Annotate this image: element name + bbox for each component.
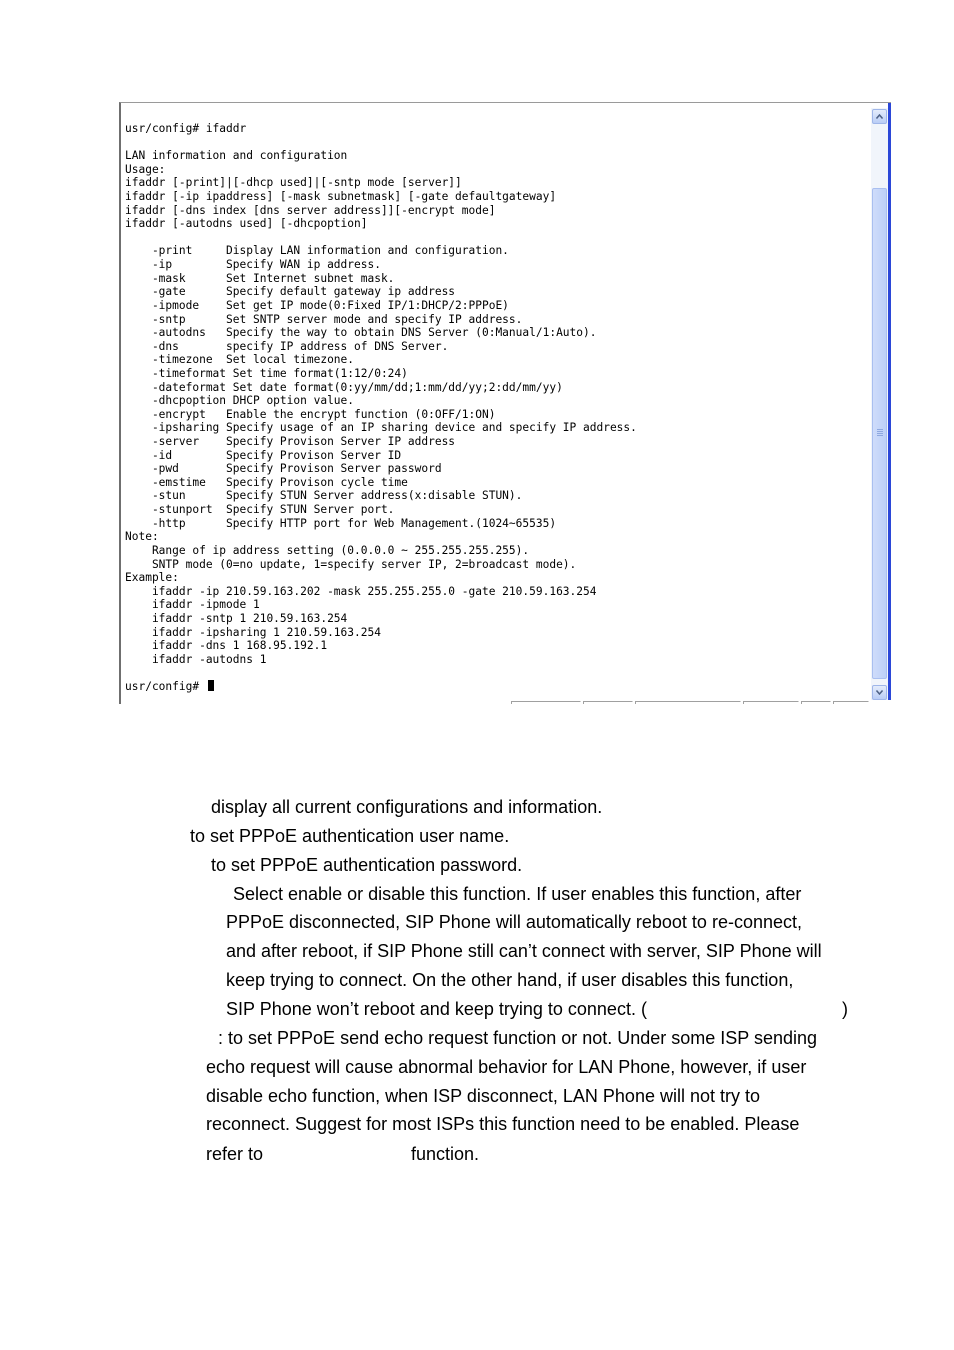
terminal-line: -ipsharing Specify usage of an IP sharing device and specify IP address. bbox=[125, 421, 637, 435]
reboot-description-close-paren: ) bbox=[842, 999, 848, 1019]
terminal-window[interactable] bbox=[119, 102, 891, 704]
terminal-line: -stun Specify STUN Server address(x:disable STUN). bbox=[125, 489, 523, 503]
terminal-line: -http Specify HTTP port for Web Management.(1024~65535) bbox=[125, 516, 557, 530]
scroll-thumb[interactable] bbox=[872, 188, 887, 679]
pppoe-user-description: to set PPPoE authentication user name. bbox=[190, 826, 510, 846]
status-pane bbox=[511, 701, 581, 704]
status-pane bbox=[635, 701, 741, 704]
terminal-line: LAN information and configuration bbox=[125, 149, 348, 163]
terminal-line: -ipmode Set get IP mode(0:Fixed IP/1:DHCP/2:PPPoE) bbox=[125, 298, 509, 312]
print-description: display all current configurations and information. bbox=[211, 797, 603, 817]
echo-description-line: : to set PPPoE send echo request function or not. Under some ISP sending bbox=[218, 1028, 818, 1048]
echo-description-refer: refer to bbox=[206, 1144, 264, 1164]
terminal-line: -server Specify Provison Server IP address bbox=[125, 435, 456, 449]
reboot-description-line: and after reboot, if SIP Phone still can’t connect with server, SIP Phone will bbox=[226, 941, 822, 961]
vertical-scrollbar[interactable] bbox=[871, 108, 888, 701]
terminal-line bbox=[125, 136, 867, 150]
terminal-output[interactable] bbox=[125, 122, 867, 694]
reboot-description-line: SIP Phone won’t reboot and keep trying to connect. ( bbox=[226, 999, 647, 1019]
terminal-line: -encrypt Enable the encrypt function (0:OFF/1:ON) bbox=[125, 407, 496, 421]
terminal-line: ifaddr [-dns index [dns server address]][-encrypt mode] bbox=[125, 203, 496, 217]
terminal-line: ifaddr [-ip ipaddress] [-mask subnetmask] [-gate defaultgateway] bbox=[125, 190, 557, 204]
terminal-line bbox=[125, 666, 867, 680]
terminal-line: -autodns Specify the way to obtain DNS Server (0:Manual/1:Auto). bbox=[125, 326, 597, 340]
terminal-line: usr/config# ifaddr bbox=[125, 122, 247, 135]
terminal-line: -mask Set Internet subnet mask. bbox=[125, 271, 395, 285]
chevron-up-icon bbox=[876, 114, 883, 119]
terminal-line: ifaddr [-autodns used] [-dhcpoption] bbox=[125, 217, 368, 231]
chevron-down-icon bbox=[876, 690, 883, 695]
status-pane bbox=[801, 701, 831, 704]
terminal-line: ifaddr -sntp 1 210.59.163.254 bbox=[125, 611, 348, 625]
terminal-line: Range of ip address setting (0.0.0.0 ~ 255.255.255.255). bbox=[125, 543, 530, 557]
window-border bbox=[888, 103, 891, 704]
terminal-line: ifaddr -ip 210.59.163.202 -mask 255.255.255.0 -gate 210.59.163.254 bbox=[125, 584, 597, 598]
reboot-description-line: PPPoE disconnected, SIP Phone will automatically reboot to re-connect, bbox=[226, 912, 802, 932]
terminal-line: Usage: bbox=[125, 162, 166, 176]
scroll-down-button[interactable] bbox=[872, 685, 887, 700]
echo-description-line: echo request will cause abnormal behavior for LAN Phone, however, if user bbox=[206, 1057, 807, 1077]
terminal-line: ifaddr -ipmode 1 bbox=[125, 598, 260, 612]
terminal-line: -timeformat Set time format(1:12/0:24) bbox=[125, 366, 408, 380]
terminal-line: -print Display LAN information and configuration. bbox=[125, 244, 509, 258]
terminal-prompt[interactable] bbox=[125, 680, 867, 694]
terminal-line: ifaddr -dns 1 168.95.192.1 bbox=[125, 639, 328, 653]
terminal-line: SNTP mode (0=no update, 1=specify server IP, 2=broadcast mode). bbox=[125, 557, 577, 571]
terminal-line: -timezone Set local timezone. bbox=[125, 353, 355, 367]
terminal-line: -dateformat Set date format(0:yy/mm/dd;1:mm/dd/yy;2:dd/mm/yy) bbox=[125, 380, 563, 394]
terminal-line: ifaddr -autodns 1 bbox=[125, 652, 267, 666]
reboot-description-line: Select enable or disable this function. If user enables this function, after bbox=[233, 884, 802, 904]
status-bar bbox=[121, 700, 891, 704]
terminal-line: -pwd Specify Provison Server password bbox=[125, 462, 442, 476]
status-pane bbox=[583, 701, 633, 704]
terminal-line: -emstime Specify Provison cycle time bbox=[125, 475, 408, 489]
terminal-line: -stunport Specify STUN Server port. bbox=[125, 503, 395, 517]
terminal-line: ifaddr -ipsharing 1 210.59.163.254 bbox=[125, 625, 381, 639]
status-pane bbox=[743, 701, 799, 704]
reboot-description-line: keep trying to connect. On the other hand, if user disables this function, bbox=[226, 970, 794, 990]
terminal-line: -dhcpoption DHCP option value. bbox=[125, 394, 355, 408]
terminal-line: -dns specify IP address of DNS Server. bbox=[125, 339, 449, 353]
status-pane bbox=[833, 701, 869, 704]
terminal-line: Example: bbox=[125, 571, 179, 585]
terminal-line bbox=[125, 231, 867, 245]
terminal-line: Note: bbox=[125, 530, 159, 544]
scroll-up-button[interactable] bbox=[872, 109, 887, 124]
thumb-grip-icon bbox=[877, 429, 883, 437]
echo-description-function: function. bbox=[411, 1144, 480, 1164]
text-cursor bbox=[208, 680, 214, 691]
echo-description-line: disable echo function, when ISP disconnect, LAN Phone will not try to bbox=[206, 1086, 760, 1106]
terminal-line: ifaddr [-print]|[-dhcp used]|[-sntp mode [server]] bbox=[125, 176, 462, 190]
terminal-line: -ip Specify WAN ip address. bbox=[125, 258, 381, 272]
pppoe-password-description: to set PPPoE authentication password. bbox=[211, 855, 523, 875]
terminal-line: -sntp Set SNTP server mode and specify IP address. bbox=[125, 312, 523, 326]
prompt-text: usr/config# bbox=[125, 679, 206, 693]
terminal-line: -id Specify Provison Server ID bbox=[125, 448, 402, 462]
echo-description-line: reconnect. Suggest for most ISPs this function need to be enabled. Please bbox=[206, 1114, 800, 1134]
terminal-line: -gate Specify default gateway ip address bbox=[125, 285, 456, 299]
